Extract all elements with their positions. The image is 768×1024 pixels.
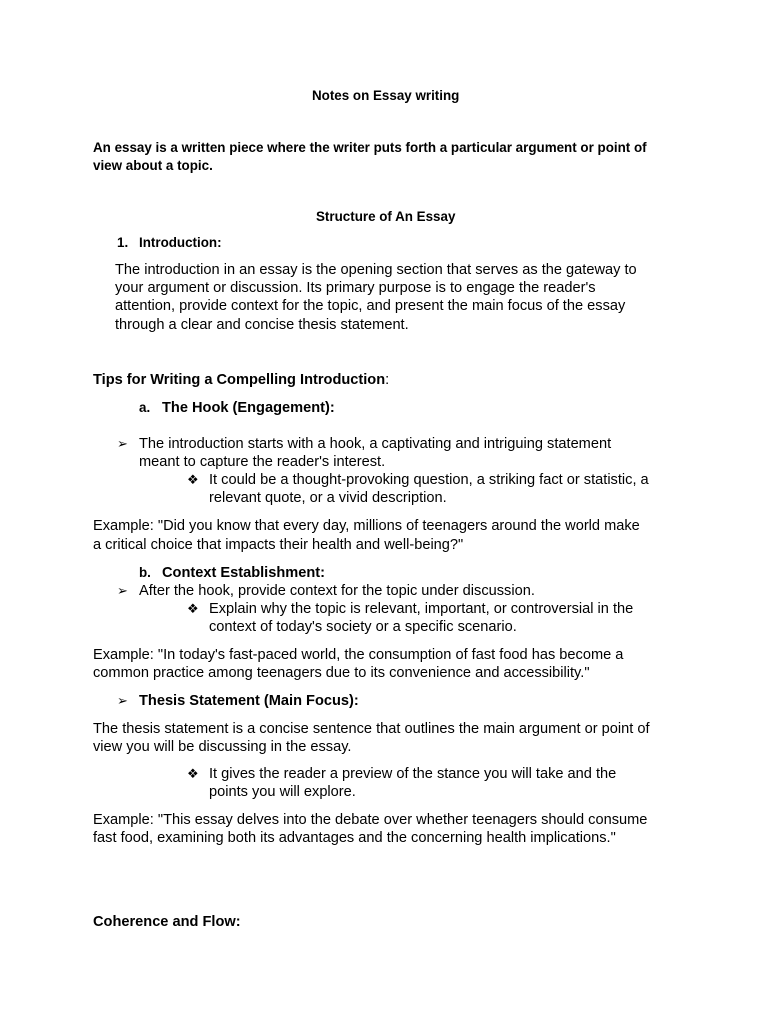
context-sub-line-1: Explain why the topic is relevant, important, or controversial in the	[209, 601, 634, 617]
definition-line-1: An essay is a written piece where the writer puts forth a particular argument or point of	[93, 140, 647, 155]
introduction-para-line-4: through a clear and concise thesis statement.	[115, 317, 409, 333]
context-heading: Context Establishment:	[162, 565, 325, 581]
coherence-heading: Coherence and Flow:	[93, 914, 241, 930]
thesis-sub-line-1: It gives the reader a preview of the stance you will take and the	[209, 766, 617, 782]
definition-line-2: view about a topic.	[93, 158, 213, 173]
introduction-para-line-2: your argument or discussion. Its primary purpose is to engage the reader's	[115, 280, 596, 296]
context-example-line-2: common practice among teenagers due to its convenience and accessibility."	[93, 665, 590, 681]
thesis-heading: Thesis Statement (Main Focus):	[139, 693, 359, 709]
tips-colon: :	[385, 372, 390, 388]
arrow-bullet-icon: ➢	[117, 436, 128, 451]
hook-heading: The Hook (Engagement):	[162, 400, 335, 416]
tips-heading-line	[93, 371, 389, 389]
thesis-sub-line-2: points you will explore.	[209, 784, 356, 800]
diamond-bullet-icon: ❖	[187, 766, 199, 781]
context-example-line-1: Example: "In today's fast-paced world, the consumption of fast food has become a	[93, 647, 624, 663]
diamond-bullet-icon: ❖	[187, 601, 199, 616]
hook-bullet-line-2: meant to capture the reader's interest.	[139, 454, 386, 470]
context-bullet-line: After the hook, provide context for the topic under discussion.	[139, 583, 535, 599]
document-title: Notes on Essay writing	[312, 88, 460, 103]
hook-bullet-line-1: The introduction starts with a hook, a captivating and intriguing statement	[139, 436, 612, 452]
arrow-bullet-icon: ➢	[117, 693, 128, 708]
hook-example-line-2: a critical choice that impacts their health and well-being?"	[93, 537, 464, 553]
context-sub-line-2: context of today's society or a specific scenario.	[209, 619, 517, 635]
hook-letter: a.	[139, 400, 151, 415]
structure-heading: Structure of An Essay	[316, 209, 456, 224]
diamond-bullet-icon: ❖	[187, 472, 199, 487]
introduction-para-line-3: attention, provide context for the topic, and present the main focus of the essay	[115, 298, 626, 314]
hook-example-line-1: Example: "Did you know that every day, millions of teenagers around the world make	[93, 518, 640, 534]
introduction-heading: Introduction:	[139, 235, 222, 250]
introduction-para-line-1: The introduction in an essay is the opening section that serves as the gateway to	[115, 262, 637, 278]
arrow-bullet-icon: ➢	[117, 583, 128, 598]
hook-sub-line-1: It could be a thought-provoking question, a striking fact or statistic, a	[209, 472, 649, 488]
thesis-example-line-2: fast food, examining both its advantages and the concerning health implications."	[93, 830, 616, 846]
thesis-example-line-1: Example: "This essay delves into the debate over whether teenagers should consume	[93, 812, 648, 828]
introduction-number: 1.	[117, 235, 129, 250]
thesis-para-line-1: The thesis statement is a concise sentence that outlines the main argument or point of	[93, 721, 650, 737]
tips-heading: Tips for Writing a Compelling Introduction	[93, 372, 386, 388]
thesis-para-line-2: view you will be discussing in the essay.	[93, 739, 352, 755]
context-letter: b.	[139, 565, 151, 580]
hook-sub-line-2: relevant quote, or a vivid description.	[209, 490, 447, 506]
